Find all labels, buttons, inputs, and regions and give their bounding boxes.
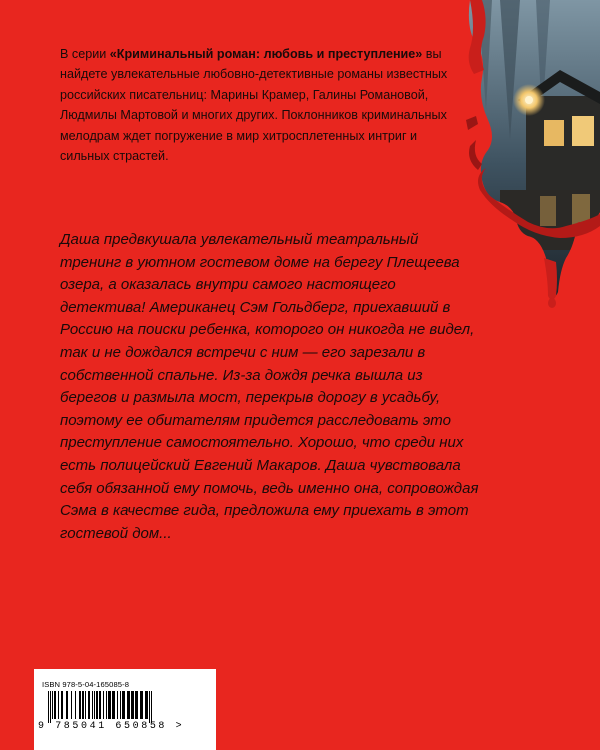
barcode-bar (58, 691, 59, 719)
barcode-bar (99, 691, 101, 719)
barcode-bar (75, 691, 76, 719)
isbn-label: ISBN 978-5-04-165085-8 (42, 680, 130, 689)
barcode-bar (94, 691, 95, 719)
barcode-bar (117, 691, 118, 719)
barcode-bar (71, 691, 72, 719)
barcode-bar (112, 691, 115, 719)
barcode-bar (61, 691, 63, 719)
series-description-rest: вы найдете увлекательные любовно-детективные романы известных российских писательниц: Марины Крамер, Галины Романовой, Людмилы Мартовой и многих других. Поклонников криминальных мелодрам ждет погружение в мир хитросплетенных интриг и сильных страстей. (60, 47, 448, 164)
barcode-bar (127, 691, 130, 719)
barcode-bar (135, 691, 138, 719)
barcode-panel (34, 669, 216, 750)
barcode-bar (131, 691, 134, 719)
barcode-bar (54, 691, 56, 719)
barcode-bar (145, 691, 148, 719)
series-lead: В серии (60, 47, 110, 61)
barcode-bar (48, 691, 49, 723)
barcode-bar (96, 691, 98, 719)
barcode-bar (106, 691, 107, 719)
barcode-bar (108, 691, 111, 719)
barcode-bar (149, 691, 150, 723)
barcode-bar (66, 691, 68, 719)
barcode-bars (42, 691, 208, 723)
barcode-bar (50, 691, 51, 723)
barcode-bar (82, 691, 84, 719)
book-blurb: Даша предвкушала увлекательный театральный тренинг в уютном гостевом доме на берегу Плещеева озера, а оказалась внутри самого настоящего детектива! Американец Сэм Гольдберг, приехавший в Россию на поиски ребенка, которого он никогда не видел, так и не дождался встречи с ним — его зарезали в собственной спальне. Из-за дождя речка вышла из берегов и размыла мост, перекрыв дорогу в усадьбу, поэтому ее обитателям придется расследовать это преступление самостоятельно. Хорошо, что среди них есть полицейский Евгений Макаров. Даша чувствовала себя обязанной ему помочь, ведь именно она, сопровождая Сэма в качестве гида, предложила ему приехать в этот гостевой дом... (60, 231, 479, 542)
barcode-bar (122, 691, 125, 719)
barcode-bar (85, 691, 86, 719)
barcode-bar (79, 691, 81, 719)
barcode-bar (92, 691, 93, 719)
barcode-bar (120, 691, 121, 719)
series-title: «Криминальный роман: любовь и преступление» (109, 47, 423, 61)
barcode-bar (151, 691, 152, 723)
barcode-bar (103, 691, 104, 719)
series-description (60, 44, 455, 166)
barcode-digits: 9 785041 650858 > (38, 721, 185, 732)
barcode-bar (52, 691, 53, 719)
barcode-bar (140, 691, 143, 719)
barcode-bar (88, 691, 90, 719)
